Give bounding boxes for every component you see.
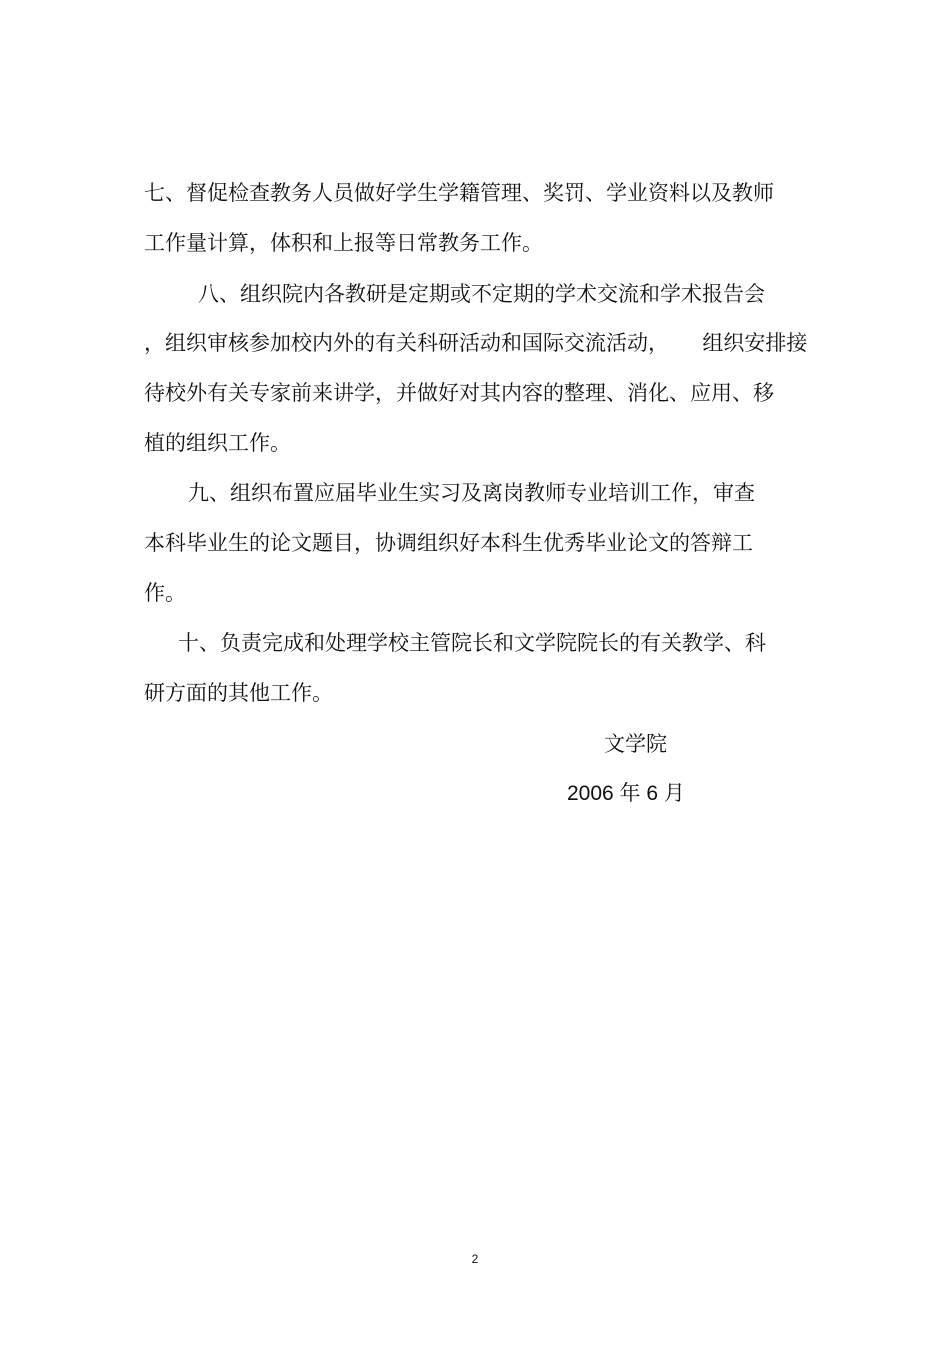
text-line: 十、负责完成和处理学校主管院长和文学院院长的有关教学、科 — [178, 631, 766, 655]
page-number: 2 — [471, 1252, 479, 1266]
text-line: 八、组织院内各教研是定期或不定期的学术交流和学术报告会 — [198, 282, 765, 306]
text-line: 九、组织布置应届毕业生实习及离岗教师专业培训工作，审查 — [188, 481, 755, 505]
text-line: ，组织审核参加校内外的有关科研活动和国际交流活动， 组织安排接 — [144, 331, 808, 355]
text-line: 待校外有关专家前来讲学，并做好对其内容的整理、消化、应用、移 — [144, 381, 774, 405]
text-line: 研方面的其他工作。 — [144, 681, 333, 705]
text-line: 本科毕业生的论文题目，协调组织好本科生优秀毕业论文的答辩工 — [144, 531, 753, 555]
signature-date: 2006 年 6 月 — [567, 782, 685, 805]
text-line: 作。 — [144, 581, 186, 605]
signature-org: 文学院 — [604, 732, 667, 756]
text-line: 七、督促检查教务人员做好学生学籍管理、奖罚、学业资料以及教师 — [144, 181, 774, 205]
text-line: 植的组织工作。 — [144, 431, 291, 455]
text-line: 工作量计算，体积和上报等日常教务工作。 — [144, 231, 543, 255]
